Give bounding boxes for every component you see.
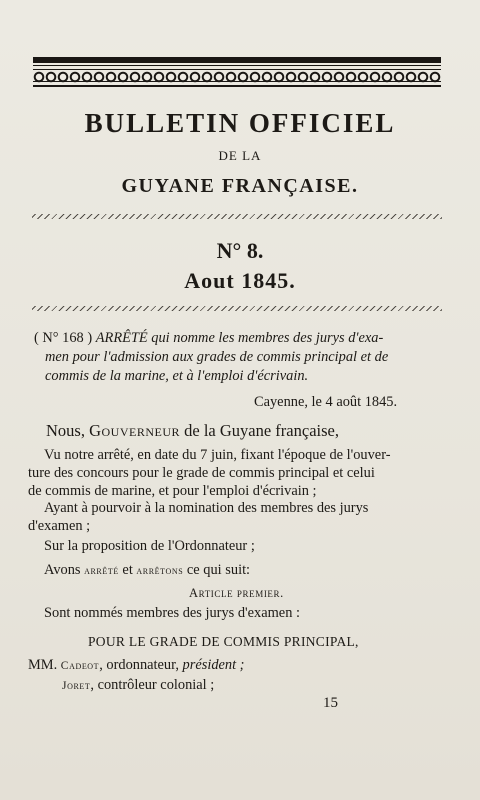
nous-text: Nous, — [46, 421, 90, 440]
mm-cadeot-line — [28, 657, 244, 674]
arrete-heading-line-2: men pour l'admission aux grades de commis principal et de — [45, 349, 389, 365]
joret-name: Joret — [62, 680, 91, 692]
gouverneur-text: Gouverneur — [89, 421, 181, 440]
pour-grade-heading: POUR LE GRADE DE COMMIS PRINCIPAL, — [88, 634, 359, 649]
issue-number: N° 8. — [216, 238, 264, 263]
joret-line — [62, 677, 214, 694]
vu-line-2: ture des concours pour le grade de commis principal et celui — [28, 465, 375, 481]
ayant-line-2: d'examen ; — [28, 518, 91, 534]
page-number: 15 — [323, 695, 338, 711]
avons-line — [44, 562, 250, 579]
article-premier: Article premier. — [189, 586, 284, 600]
suit-text: ce qui suit: — [183, 562, 251, 578]
arrete-heading-line-1 — [34, 330, 383, 347]
place-date: Cayenne, le 4 août 1845. — [254, 394, 398, 410]
avons-text: Avons — [44, 562, 85, 578]
vu-line-3: de commis de marine, et pour l'emploi d'écrivain ; — [28, 483, 317, 499]
bulletin-title: BULLETIN OFFICIEL — [84, 108, 396, 138]
vu-line-1: Vu notre arrêté, en date du 7 juin, fixant l'époque de l'ouver- — [44, 447, 391, 463]
cadeot-name: Cadeot — [60, 660, 100, 672]
nous-rest-text: de la Guyane française, — [180, 421, 339, 440]
controleur-text: , contrôleur colonial ; — [90, 677, 215, 693]
subtitle-guyane: GUYANE FRANÇAISE. — [121, 175, 359, 197]
arrete-sc-text: arrêté — [84, 565, 119, 577]
mm-text: MM. — [28, 657, 61, 673]
sont-nommes-line: Sont nommés membres des jurys d'examen : — [44, 605, 300, 621]
sur-line: Sur la proposition de l'Ordonnateur ; — [44, 538, 255, 554]
ordonnateur-text: , ordonnateur, — [99, 657, 183, 673]
arretons-sc-text: arrêtons — [136, 565, 184, 577]
subtitle-de-la: DE LA — [218, 148, 262, 163]
issue-date: Aout 1845. — [184, 268, 296, 293]
arrete-title-1: ARRÊTÉ qui nomme les membres des jurys d'exa- — [95, 330, 384, 346]
arrete-ref: ( N° 168 ) — [34, 330, 93, 346]
nous-line — [46, 421, 339, 441]
et-text: et — [118, 562, 137, 578]
arrete-heading-line-3: commis de la marine, et à l'emploi d'écrivain. — [45, 368, 309, 384]
ayant-line-1: Ayant à pourvoir à la nomination des membres des jurys — [44, 500, 369, 516]
president-text: président ; — [182, 657, 245, 673]
